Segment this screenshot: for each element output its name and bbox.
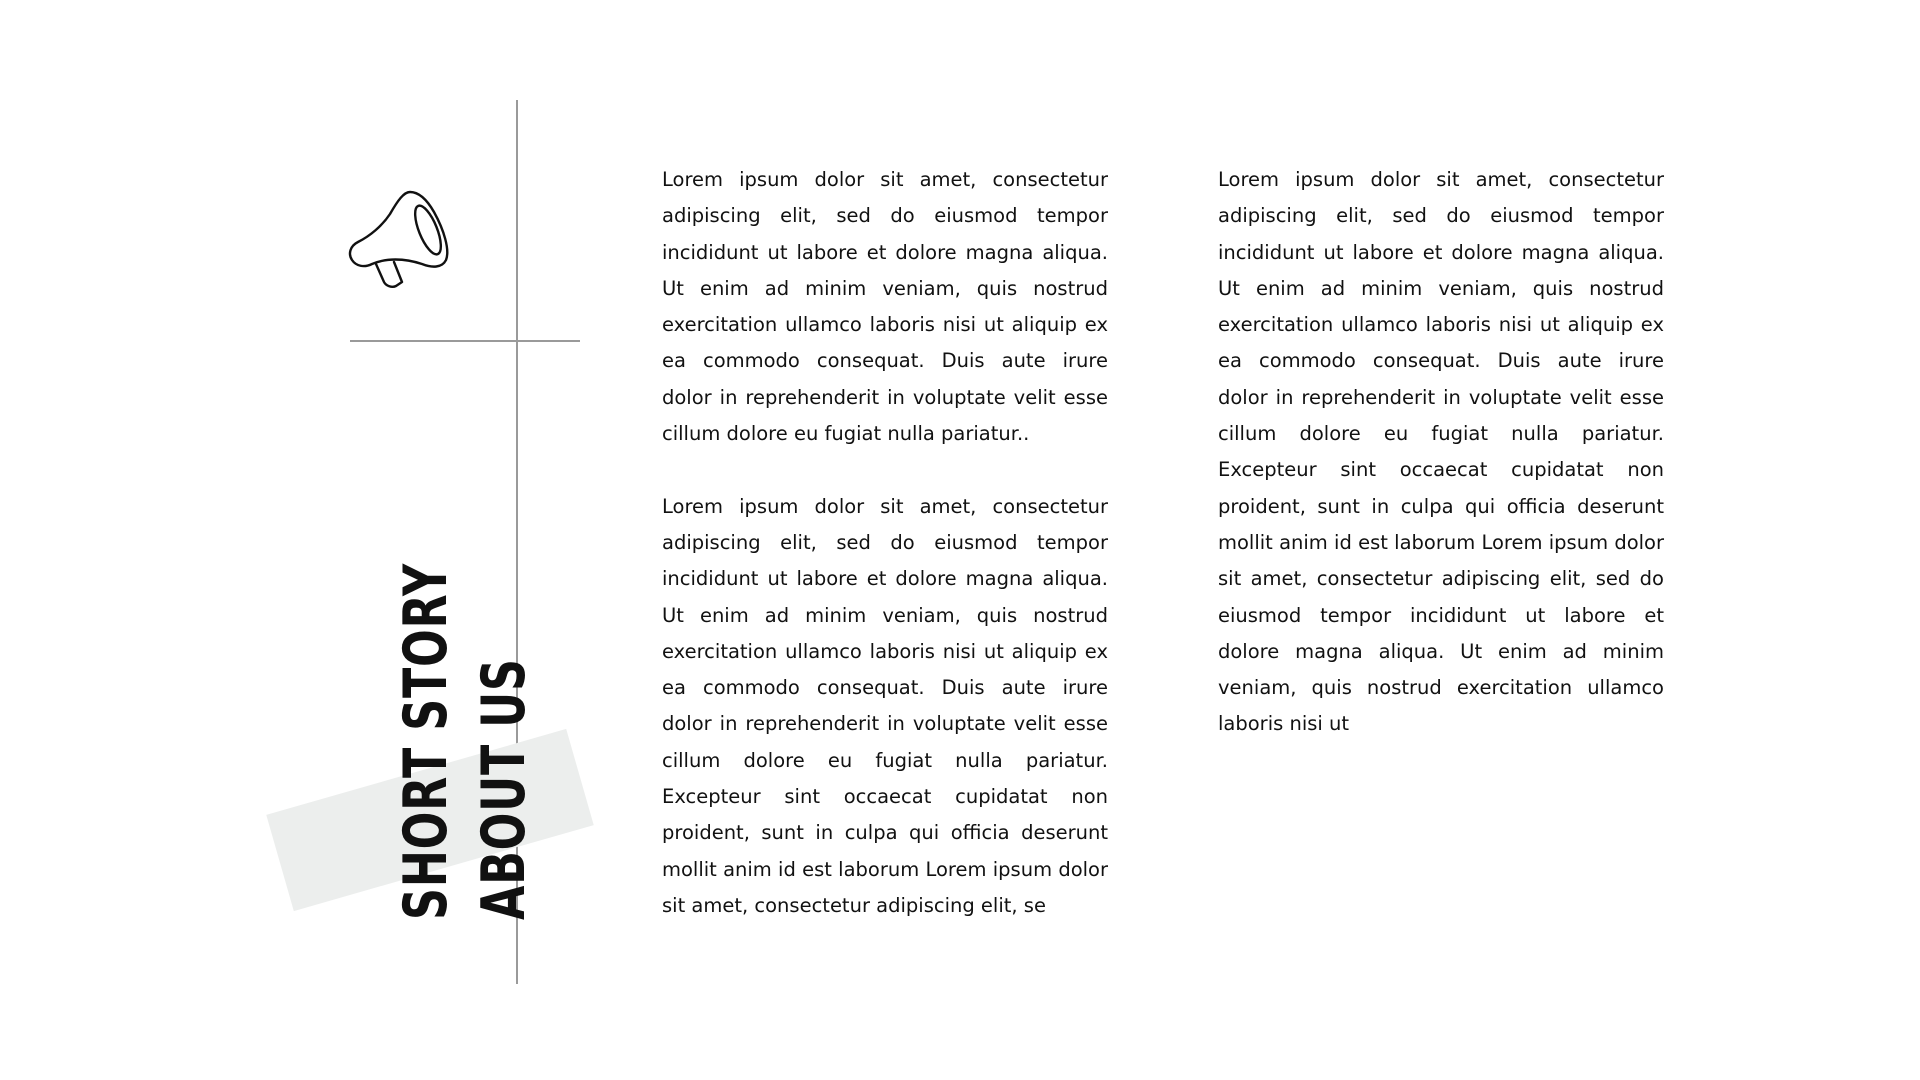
megaphone-icon (346, 184, 458, 296)
horizontal-divider (350, 340, 580, 342)
title-line-1: SHORT STORY (391, 563, 461, 920)
right-text-column (1218, 162, 1664, 743)
left-paragraph-2: Lorem ipsum dolor sit amet, consectetur adipiscing elit, sed do eiusmod tempor incididunt ut labore et dolore magna aliqua. Ut enim ad minim veniam, quis nostrud exercitation ullamco laboris nisi ut aliquip ex ea commodo consequat. Duis aute irure dolor in reprehenderit in voluptate velit esse cillum dolore eu fugiat nulla pariatur. Excepteur sint occaecat cupidatat non proident, sunt in culpa qui officia deserunt mollit anim id est laborum Lorem ipsum dolor sit amet, consectetur adipiscing elit, se (662, 494, 1108, 917)
right-paragraph-1: Lorem ipsum dolor sit amet, consectetur adipiscing elit, sed do eiusmod tempor incididunt ut labore et dolore magna aliqua. Ut enim ad minim veniam, quis nostrud exercitation ullamco laboris nisi ut aliquip ex ea commodo consequat. Duis aute irure dolor in reprehenderit in voluptate velit esse cillum dolore eu fugiat nulla pariatur. Excepteur sint occaecat cupidatat non proident, sunt in culpa qui officia deserunt mollit anim id est laborum Lorem ipsum dolor sit amet, consectetur adipiscing elit, sed do eiusmod tempor incididunt ut labore et dolore magna aliqua. Ut enim ad minim veniam, quis nostrud exercitation ullamco laboris nisi ut (1218, 168, 1664, 736)
left-paragraph-1: Lorem ipsum dolor sit amet, consectetur adipiscing elit, sed do eiusmod tempor incididunt ut labore et dolore magna aliqua. Ut enim ad minim veniam, quis nostrud exercitation ullamco laboris nisi ut aliquip ex ea commodo consequat. Duis aute irure dolor in reprehenderit in voluptate velit esse cillum dolore eu fugiat nulla pariatur.. (662, 168, 1108, 446)
left-text-column (662, 162, 1108, 924)
page-title (318, 563, 539, 920)
title-line-2: ABOUT US (469, 658, 539, 920)
